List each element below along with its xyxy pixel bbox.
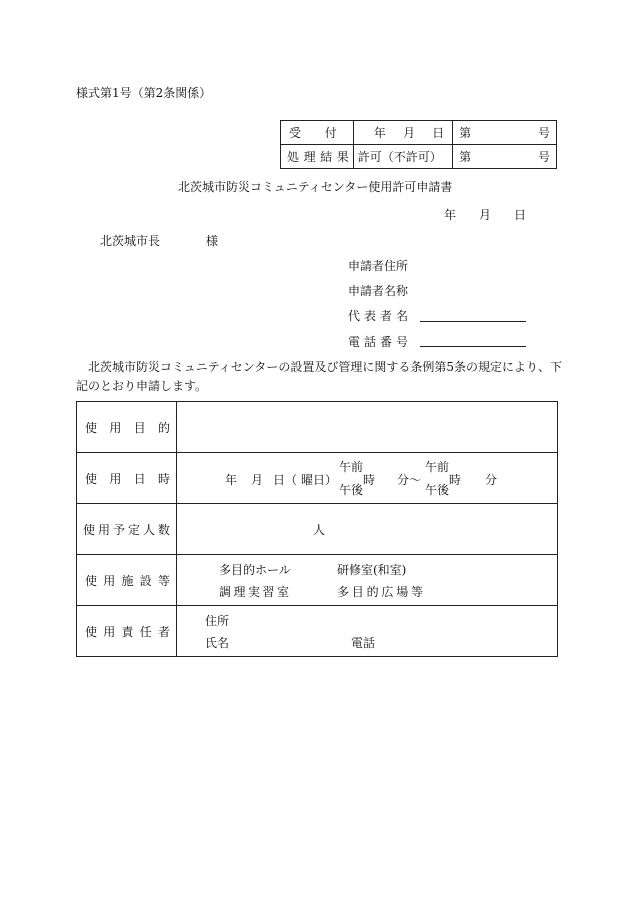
phone-field[interactable] (420, 346, 526, 347)
body-text-line-1: 北茨城市防災コミュニティセンターの設置及び管理に関する条例第5条の規定により、下 (88, 360, 562, 374)
result-number-suffix: 号 (537, 150, 550, 164)
representative-field[interactable] (420, 321, 526, 322)
addressee-honorific: 様 (206, 234, 219, 248)
start-pm[interactable]: 午後 (339, 483, 364, 497)
representative-label: 代 表 者 名 (348, 309, 408, 323)
facility-kitchen[interactable]: 調 理 実 習 室 (219, 585, 289, 599)
datetime-field[interactable] (177, 453, 558, 504)
result-char-1: 処 (287, 150, 300, 164)
received-label-cell (281, 121, 354, 145)
people-field[interactable] (177, 504, 558, 555)
result-char-2: 理 (303, 150, 316, 164)
end-minute: 分 (485, 473, 498, 487)
received-number-cell[interactable] (453, 121, 557, 145)
received-number-prefix: 第 (459, 126, 472, 140)
responsible-phone-label: 電話 (351, 636, 376, 650)
responsible-row (77, 606, 558, 657)
end-am[interactable]: 午前 (425, 460, 450, 474)
facilities-field[interactable] (177, 555, 558, 606)
facility-plaza[interactable]: 多 目 的 広 場 等 (337, 585, 423, 599)
phone-label: 電 話 番 号 (348, 335, 408, 349)
permit-cell[interactable] (353, 145, 452, 169)
reception-box (280, 120, 557, 169)
page-title: 北茨城市防災コミュニティセンター使用許可申請書 (178, 180, 453, 194)
datetime-label-cell: 使 用 日 時 (77, 453, 177, 504)
result-number-prefix: 第 (459, 150, 472, 164)
use-weekday: 曜日） (301, 473, 338, 487)
received-number-suffix: 号 (537, 126, 550, 140)
facility-hall[interactable]: 多目的ホール (219, 563, 291, 577)
facility-training-room[interactable]: 研修室(和室) (337, 563, 407, 577)
application-table (76, 401, 558, 657)
received-month: 月 (402, 126, 415, 140)
end-pm[interactable]: 午後 (425, 483, 450, 497)
use-day: 日（ (273, 473, 298, 487)
people-row (77, 504, 558, 555)
applicant-name-label: 申請者名称 (348, 284, 409, 298)
received-day: 日 (432, 126, 445, 140)
purpose-label-cell: 使 用 目 的 (77, 402, 177, 453)
form-number: 様式第1号（第2条関係） (76, 86, 212, 100)
people-label-cell: 使 用 予 定 人 数 (77, 504, 177, 555)
start-hour: 時 (363, 473, 376, 487)
addressee-name: 北茨城市長 (100, 234, 161, 248)
received-char-1: 受 (289, 126, 302, 140)
received-year: 年 (373, 126, 386, 140)
result-label-cell (281, 145, 354, 169)
purpose-row (77, 402, 558, 453)
datetime-row (77, 453, 558, 504)
responsible-label-cell: 使 用 責 任 者 (77, 606, 177, 657)
use-month: 月 (251, 473, 264, 487)
use-year: 年 (225, 473, 238, 487)
responsible-field[interactable] (177, 606, 558, 657)
received-char-2: 付 (324, 126, 337, 140)
start-am[interactable]: 午前 (339, 460, 364, 474)
application-date[interactable] (444, 206, 526, 223)
applicant-address-label: 申請者住所 (348, 259, 409, 273)
body-text-line-2: 記のとおり申請します。 (76, 379, 208, 393)
facilities-label-cell: 使 用 施 設 等 (77, 555, 177, 606)
people-unit: 人 (313, 522, 326, 537)
start-minute: 分～ (397, 473, 422, 487)
date-month: 月 (478, 208, 491, 222)
result-number-cell[interactable] (453, 145, 557, 169)
received-date-cell[interactable] (353, 121, 452, 145)
date-day: 日 (513, 208, 526, 222)
responsible-name-label: 氏名 (205, 636, 230, 650)
purpose-field[interactable] (177, 402, 558, 453)
facilities-row (77, 555, 558, 606)
end-hour: 時 (449, 473, 462, 487)
permit-text: 許可（不許可） (357, 150, 442, 164)
result-char-3: 結 (320, 150, 333, 164)
result-char-4: 果 (336, 150, 349, 164)
date-year: 年 (444, 208, 457, 222)
responsible-address-label: 住所 (205, 614, 230, 628)
